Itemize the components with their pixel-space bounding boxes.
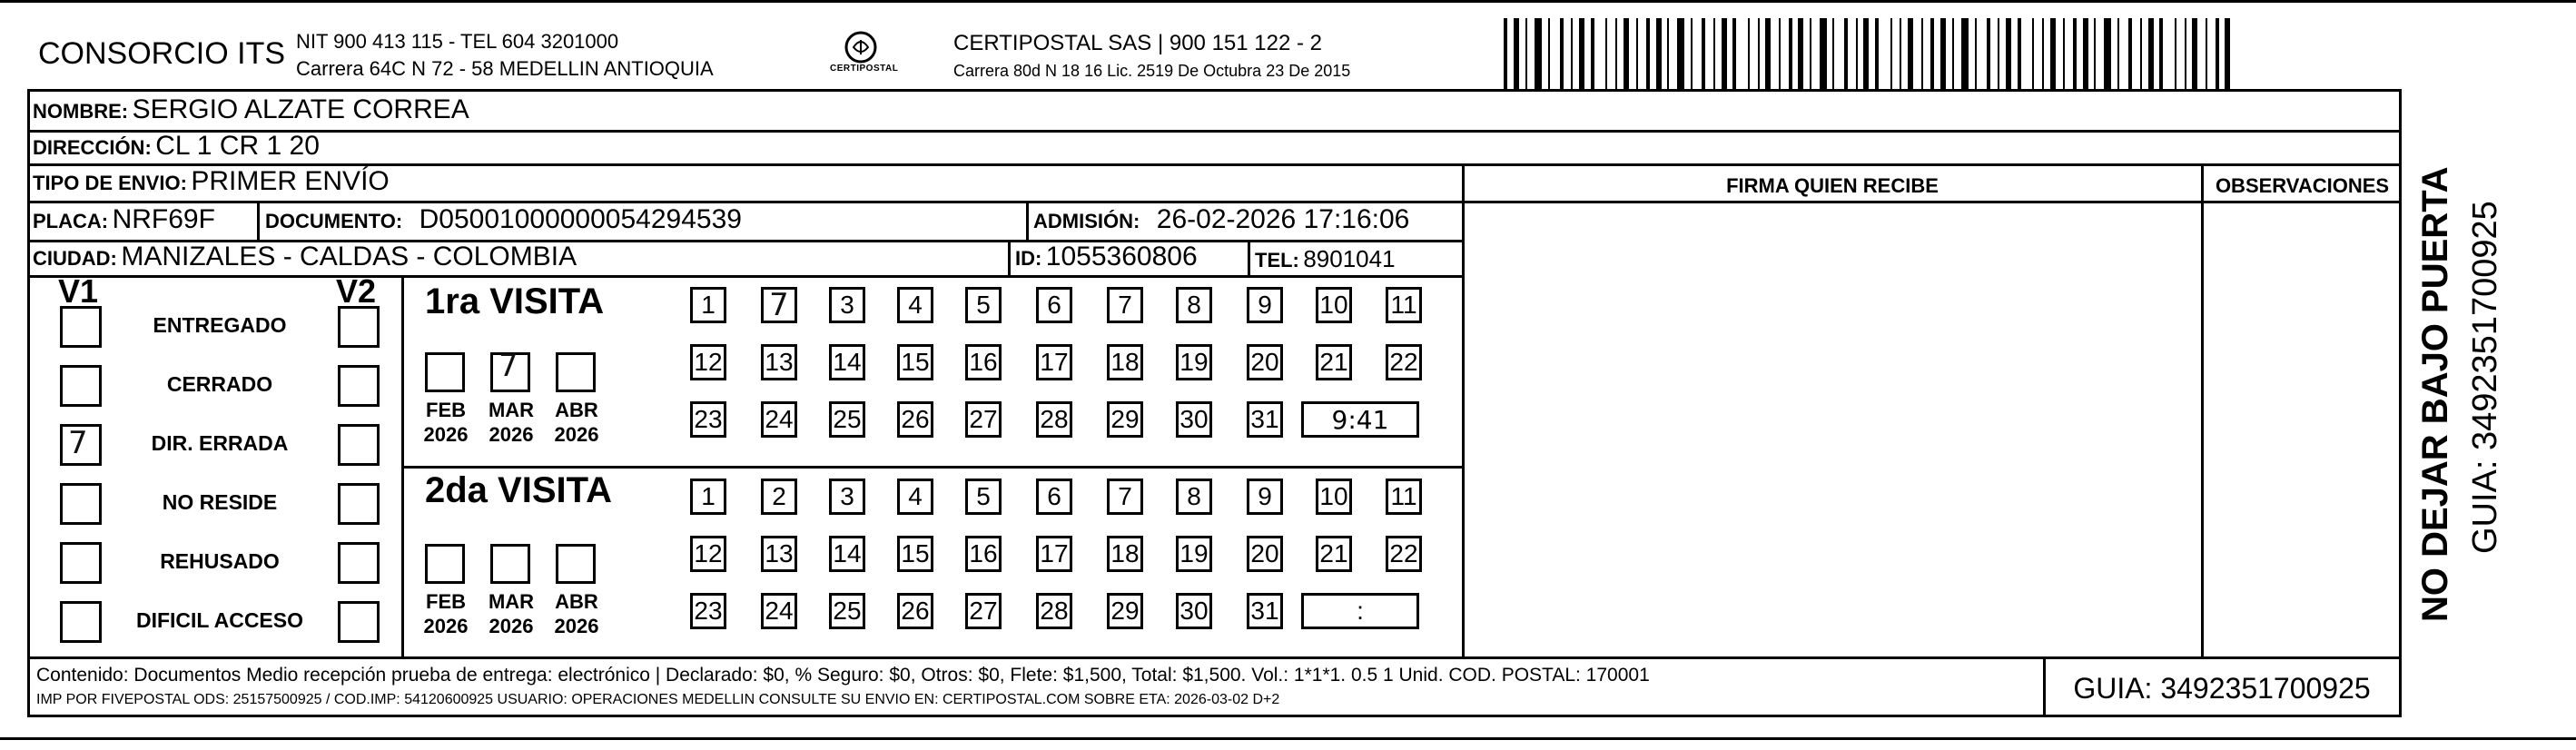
check-mark-icon: 7 (498, 348, 518, 384)
tel-divider (1248, 240, 1250, 275)
day-box[interactable]: 26 (897, 401, 933, 438)
day-box[interactable]: 21 (1316, 344, 1352, 380)
day-box[interactable]: 8 (1176, 479, 1212, 515)
day-box[interactable]: 18 (1107, 344, 1143, 380)
month-label: ABR 2026 (554, 399, 599, 446)
side-guia: GUIA: 3492351700925 (2466, 201, 2504, 554)
ciudad-row (33, 242, 577, 272)
day-box[interactable]: 11 (1386, 479, 1422, 515)
firma-header: FIRMA QUIEN RECIBE (1726, 174, 1939, 197)
check-mark-icon: 7 (68, 425, 88, 461)
day-box[interactable]: 30 (1176, 593, 1212, 629)
row-line-5 (27, 275, 1464, 278)
day-box[interactable]: 19 (1176, 536, 1212, 572)
v1-checkbox[interactable] (60, 424, 102, 466)
tipo-label: TIPO DE ENVIO: (33, 172, 187, 194)
day-box[interactable]: 22 (1386, 536, 1422, 572)
tel-label: TEL: (1255, 249, 1299, 271)
day-box[interactable]: 13 (761, 344, 797, 380)
day-box[interactable]: 1 (690, 287, 726, 323)
day-box[interactable]: 17 (1036, 536, 1072, 572)
day-box[interactable]: 9 (1247, 287, 1283, 323)
admision-divider (1026, 201, 1029, 240)
day-box[interactable]: 19 (1176, 344, 1212, 380)
day-box[interactable]: 20 (1247, 344, 1283, 380)
barcode (1504, 18, 2230, 89)
day-box[interactable]: 3 (829, 287, 865, 323)
day-box[interactable]: 16 (965, 536, 1002, 572)
month-label: FEB 2026 (423, 399, 469, 446)
id-row (1015, 242, 1198, 272)
v2-checkbox[interactable] (338, 365, 380, 407)
day-box[interactable]: 15 (897, 536, 933, 572)
day-box[interactable]: 29 (1107, 401, 1143, 438)
placa-divider (257, 201, 260, 240)
day-box[interactable]: 16 (965, 344, 1002, 380)
day-box[interactable]: 7 (1107, 287, 1143, 323)
direccion-row (33, 131, 320, 162)
day-box[interactable]: 23 (690, 593, 726, 629)
status-label: NO RESIDE (162, 490, 278, 514)
footer-guia: GUIA: 3492351700925 (2073, 672, 2371, 705)
tel-value: 8901041 (1303, 245, 1396, 272)
certipostal-name: CERTIPOSTAL SAS | 900 151 122 - 2 (953, 31, 1322, 55)
second-visit-title: 2da VISITA (425, 470, 612, 510)
id-value: 1055360806 (1045, 242, 1198, 271)
certipostal-logo-text: CERTIPOSTAL (830, 64, 899, 74)
status-label: ENTREGADO (153, 313, 287, 337)
day-box[interactable]: 26 (897, 593, 933, 629)
status-label: REHUSADO (160, 549, 280, 573)
time-box[interactable]: : (1301, 593, 1419, 629)
day-box[interactable]: 18 (1107, 536, 1143, 572)
day-box[interactable]: 11 (1386, 287, 1422, 323)
day-box[interactable]: 23 (690, 401, 726, 438)
day-box[interactable]: 5 (965, 479, 1002, 515)
status-label: CERRADO (166, 372, 273, 396)
v2-checkbox[interactable] (338, 601, 380, 643)
documento-row (265, 204, 742, 235)
day-box[interactable] (761, 287, 797, 323)
month-checkbox[interactable] (425, 544, 465, 584)
visit-divider (401, 466, 1464, 469)
footer-content-line: Contenido: Documentos Medio recepción prueba de entrega: electrónico | Declarado: $0, % Seguro: $0, Otros: $0, Flete: $1,500, Total: $1,500. Vol.: 1*1*1. 0.5 1 Unid. COD. POSTAL: 170001 (36, 665, 1650, 686)
day-box[interactable]: 31 (1247, 401, 1283, 438)
day-box[interactable]: 31 (1247, 593, 1283, 629)
month-label: ABR 2026 (554, 590, 599, 637)
bottom-rule (0, 737, 2576, 740)
month-checkbox[interactable] (556, 352, 596, 392)
tipo-row (33, 166, 390, 197)
day-box[interactable]: 9 (1247, 479, 1283, 515)
day-box[interactable]: 21 (1316, 536, 1352, 572)
ciudad-value: MANIZALES - CALDAS - COLOMBIA (121, 242, 577, 271)
day-box[interactable]: 27 (965, 401, 1002, 438)
day-box[interactable]: 15 (897, 344, 933, 380)
day-box[interactable]: 30 (1176, 401, 1212, 438)
admision-row (1033, 204, 1409, 235)
direccion-value: CL 1 CR 1 20 (155, 131, 320, 161)
nombre-label: NOMBRE: (33, 100, 129, 123)
day-box[interactable]: 28 (1036, 401, 1072, 438)
company-nit-tel: NIT 900 413 115 - TEL 604 3201000 (296, 30, 619, 53)
status-label: DIFICIL ACCESO (135, 608, 303, 632)
day-box[interactable]: 29 (1107, 593, 1143, 629)
no-dejar-bajo-puerta: NO DEJAR BAJO PUERTA (2415, 166, 2455, 622)
documento-value: D05001000000054294539 (419, 204, 742, 234)
day-box[interactable]: 6 (1036, 479, 1072, 515)
tipo-value: PRIMER ENVÍO (191, 166, 390, 196)
v1-checkbox[interactable] (60, 601, 102, 643)
first-visit-title: 1ra VISITA (425, 281, 605, 321)
day-box[interactable]: 24 (761, 593, 797, 629)
day-box[interactable]: 13 (761, 536, 797, 572)
day-box[interactable]: 20 (1247, 536, 1283, 572)
ciudad-label: CIUDAD: (33, 247, 117, 270)
day-box[interactable]: 2 (761, 479, 797, 515)
nombre-row (33, 94, 469, 125)
day-box[interactable]: 6 (1036, 287, 1072, 323)
day-box[interactable]: 8 (1176, 287, 1212, 323)
placa-label: PLACA: (33, 210, 109, 232)
day-box[interactable]: 12 (690, 536, 726, 572)
month-label: FEB 2026 (423, 590, 469, 637)
day-box[interactable]: 27 (965, 593, 1002, 629)
status-label: DIR. ERRADA (151, 431, 289, 455)
day-box[interactable]: 4 (897, 479, 933, 515)
documento-label: DOCUMENTO: (265, 210, 403, 232)
day-mark-icon: 7 (769, 287, 789, 323)
admision-value: 26-02-2026 17:16:06 (1156, 204, 1410, 234)
v2-checkbox[interactable] (338, 424, 380, 466)
id-divider (1008, 240, 1011, 275)
v2-checkbox[interactable] (338, 306, 380, 348)
month-label: MAR 2026 (488, 399, 535, 446)
month-checkbox[interactable] (490, 348, 530, 392)
time-box[interactable]: 9:41 (1301, 401, 1419, 438)
direccion-label: DIRECCIÓN: (33, 136, 152, 159)
day-box[interactable]: 25 (829, 593, 865, 629)
row-line-1 (27, 130, 2402, 133)
v2-label: V2 (336, 272, 377, 310)
month-label: MAR 2026 (488, 590, 535, 637)
placa-row (33, 204, 215, 235)
placa-value: NRF69F (112, 204, 215, 234)
day-box[interactable]: 17 (1036, 344, 1072, 380)
company-name: CONSORCIO ITS (38, 36, 286, 71)
day-box[interactable]: 4 (897, 287, 933, 323)
signature-area[interactable] (1464, 203, 2201, 656)
status-col-right (401, 275, 404, 658)
v2-checkbox[interactable] (338, 542, 380, 584)
month-checkbox[interactable] (556, 544, 596, 584)
day-box[interactable]: 14 (829, 344, 865, 380)
id-label: ID: (1015, 247, 1042, 270)
v1-checkbox[interactable] (60, 365, 102, 407)
day-box[interactable]: 1 (690, 479, 726, 515)
v1-label: V1 (58, 272, 99, 310)
day-box[interactable]: 14 (829, 536, 865, 572)
day-box[interactable]: 5 (965, 287, 1002, 323)
day-box[interactable]: 12 (690, 344, 726, 380)
observaciones-header: OBSERVACIONES (2215, 174, 2390, 197)
v1-checkbox[interactable] (60, 306, 102, 348)
top-rule (0, 0, 2576, 3)
certipostal-license: Carrera 80d N 18 16 Lic. 2519 De Octubra 23 De 2015 (953, 62, 1351, 80)
day-box[interactable]: 10 (1316, 287, 1352, 323)
nombre-value: SERGIO ALZATE CORREA (132, 94, 469, 124)
tel-row (1255, 245, 1396, 273)
v1-checkbox[interactable] (60, 483, 102, 525)
day-box[interactable]: 7 (1107, 479, 1143, 515)
day-box[interactable]: 3 (829, 479, 865, 515)
day-box[interactable]: 22 (1386, 344, 1422, 380)
day-box[interactable]: 10 (1316, 479, 1352, 515)
admision-label: ADMISIÓN: (1033, 210, 1140, 232)
observations-area[interactable] (2203, 203, 2402, 656)
v1-checkbox[interactable] (60, 542, 102, 584)
certipostal-logo-icon (830, 29, 899, 82)
month-checkbox[interactable] (425, 352, 465, 392)
day-box[interactable]: 25 (829, 401, 865, 438)
v2-checkbox[interactable] (338, 483, 380, 525)
month-checkbox[interactable] (490, 544, 530, 584)
day-box[interactable]: 24 (761, 401, 797, 438)
day-box[interactable]: 28 (1036, 593, 1072, 629)
company-address: Carrera 64C N 72 - 58 MEDELLIN ANTIOQUIA (296, 57, 714, 80)
footer-print-line: IMP POR FIVEPOSTAL ODS: 25157500925 / COD.IMP: 54120600925 USUARIO: OPERACIONES MEDELLIN CONSULTE SU ENVIO EN: CERTIPOSTAL.COM SOBRE ETA: 2026-03-02 D+2 (36, 692, 1280, 707)
